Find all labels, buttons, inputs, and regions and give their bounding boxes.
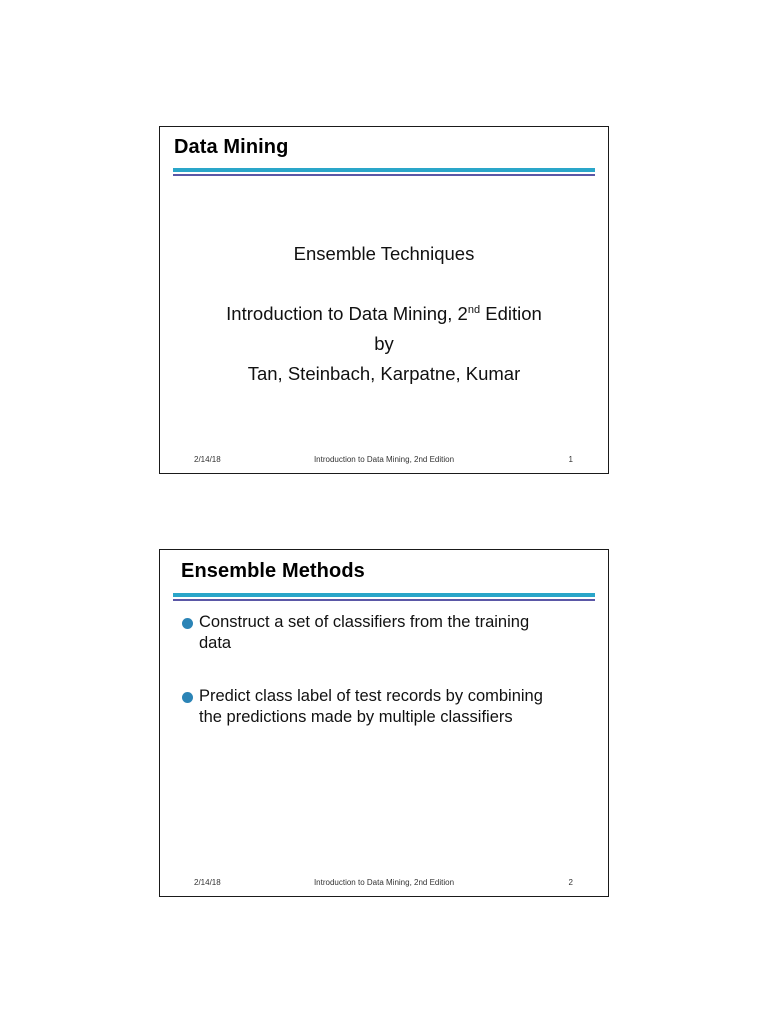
slide-1 [159,126,609,474]
bullet-text-line-2: the predictions made by multiple classifiers [199,708,513,726]
slide-footer [160,878,608,890]
bullet-text-line-1: Predict class label of test records by combining [199,687,543,705]
slide-title: Ensemble Methods [181,560,365,582]
title-rule-line [173,599,595,601]
title-rule-line [173,174,595,176]
list-item [182,612,582,654]
book-title-superscript: nd [467,304,481,316]
bullet-dot-icon [182,618,193,629]
book-title-suffix: Edition [480,303,542,324]
bullet-dot-icon [182,692,193,703]
footer-page-number: 2 [568,878,573,887]
book-title-prefix: Introduction to Data Mining, 2 [226,303,468,324]
slide-2 [159,549,609,897]
title-rule-bar [173,593,595,597]
footer-page-number: 1 [568,455,573,464]
footer-date: 2/14/18 [194,878,221,887]
authors-line: Tan, Steinbach, Karpatne, Kumar [247,363,521,384]
title-rule [173,168,595,174]
slide-subtitle: Ensemble Techniques [293,243,475,264]
list-item [182,686,582,728]
title-rule-bar [173,168,595,172]
title-rule [173,593,595,599]
bullet-text-line-2: data [199,634,232,652]
footer-date: 2/14/18 [194,455,221,464]
bullet-text-line-1: Construct a set of classifiers from the training [199,613,530,631]
footer-book-title: Introduction to Data Mining, 2nd Edition [313,455,455,464]
slide-title: Data Mining [174,136,289,158]
by-line: by [374,333,394,354]
book-title [160,303,608,325]
slide-footer [160,455,608,467]
bullet-list [182,612,582,760]
footer-book-title: Introduction to Data Mining, 2nd Edition [313,878,455,887]
